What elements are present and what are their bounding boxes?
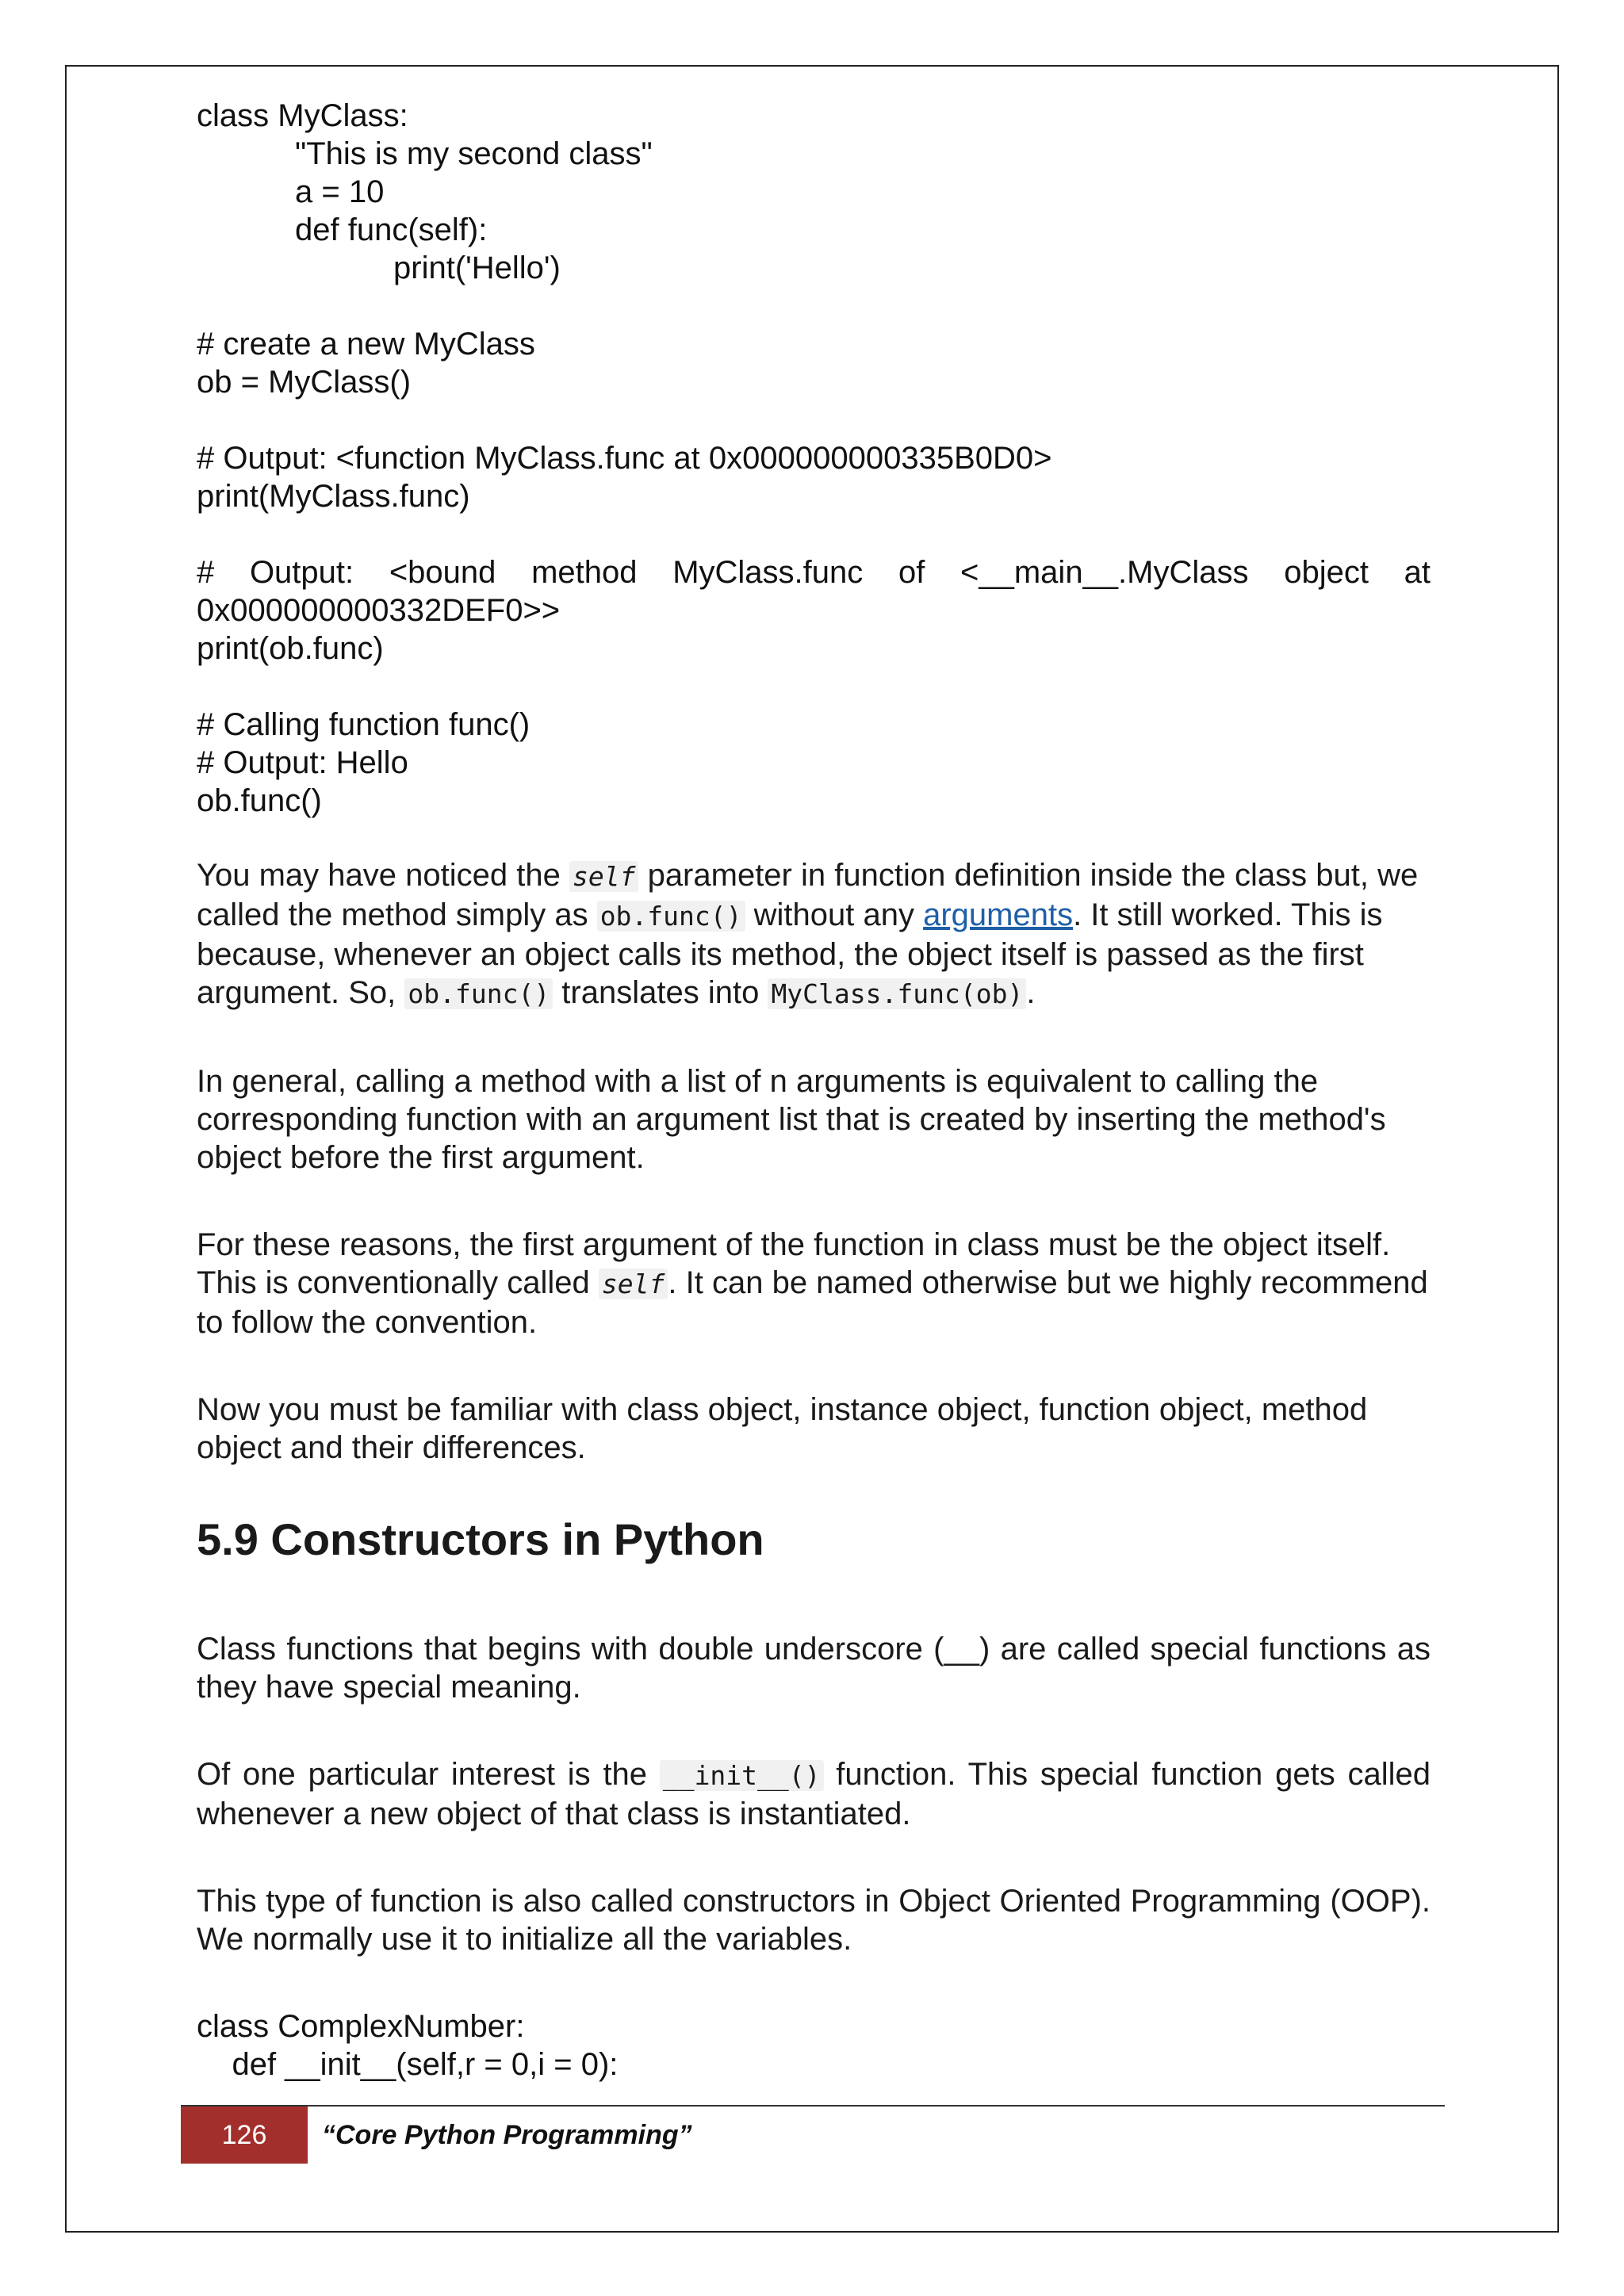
text: Of one particular interest is the — [197, 1757, 660, 1792]
text: For these reasons, the first argument of the function in class must be the object itself. This is conventionally called — [197, 1227, 1391, 1300]
blank-line — [197, 515, 1431, 553]
code-line: ob.func() — [197, 783, 322, 818]
text: . — [1026, 975, 1036, 1010]
arguments-link[interactable]: arguments — [923, 897, 1074, 932]
page-number: 126 — [181, 2107, 308, 2164]
paragraph-reasons — [197, 1226, 1431, 1341]
text: You may have noticed the — [197, 858, 569, 893]
code-line: "This is my second class" — [295, 136, 653, 171]
inline-code: ob.func() — [597, 901, 745, 932]
inline-code: ob.func() — [404, 978, 553, 1009]
code-line: print(MyClass.func) — [197, 479, 470, 514]
book-title: “Core Python Programming” — [322, 2120, 692, 2150]
blank-line — [197, 401, 1431, 439]
code-line: # Calling function func() — [197, 707, 530, 742]
code-line: print('Hello') — [393, 251, 561, 285]
code-line: # Output: <bound method MyClass.func of <__main__.MyClass object at — [197, 555, 1431, 590]
code-line: 0x000000000332DEF0>> — [197, 593, 561, 628]
paragraph-self-parameter — [197, 856, 1431, 1013]
code-line: print(ob.func) — [197, 631, 384, 666]
paragraph-init — [197, 1755, 1431, 1833]
text: without any — [745, 897, 924, 932]
code-line: a = 10 — [295, 174, 385, 209]
text: . It still worked. This is because, whenever an object calls its method, the object itself is passed as the first argument. So, — [197, 897, 1383, 1010]
page-content — [197, 97, 1431, 2084]
code-line: def func(self): — [295, 212, 488, 247]
page-footer — [181, 2105, 1445, 2165]
text: . It can be named otherwise but we highly recommend to follow the convention. — [197, 1265, 1428, 1340]
text: function. This special function gets called whenever a new object of that class is instantiated. — [197, 1757, 1431, 1831]
text: parameter in function definition inside the class but, we called the method simply as — [197, 858, 1419, 932]
code-line: ob = MyClass() — [197, 365, 412, 400]
paragraph-special-functions: Class functions that begins with double underscore (__) are called special functions as they have special meaning. — [197, 1632, 1431, 1705]
paragraph-constructors: This type of function is also called constructors in Object Oriented Programming (OOP). We normally use it to initialize all the variables. — [197, 1884, 1431, 1957]
code-line: def __init__(self,r = 0,i = 0): — [197, 2047, 619, 2082]
inline-code: self — [569, 861, 638, 892]
blank-line — [197, 287, 1431, 325]
code-line: # Output: <function MyClass.func at 0x000000000335B0D0> — [197, 441, 1052, 476]
code-line: class ComplexNumber: — [197, 2009, 525, 2044]
paragraph-general: In general, calling a method with a list of n arguments is equivalent to calling the corresponding function with an argument list that is created by inserting the method's object before the first argument. — [197, 1064, 1386, 1175]
inline-code: self — [599, 1269, 668, 1299]
code-block-complexnumber — [197, 2007, 1431, 2084]
code-line: # Output: Hello — [197, 745, 408, 780]
inline-code: __init__() — [660, 1760, 824, 1791]
inline-code: MyClass.func(ob) — [768, 978, 1026, 1009]
text: translates into — [553, 975, 768, 1010]
paragraph-familiar: Now you must be familiar with class object, instance object, function object, method object and their differences. — [197, 1392, 1368, 1465]
code-block-myclass — [197, 97, 1431, 820]
blank-line — [197, 668, 1431, 706]
code-line: class MyClass: — [197, 98, 408, 133]
section-heading: 5.9 Constructors in Python — [197, 1514, 764, 1564]
code-line: # create a new MyClass — [197, 327, 535, 362]
